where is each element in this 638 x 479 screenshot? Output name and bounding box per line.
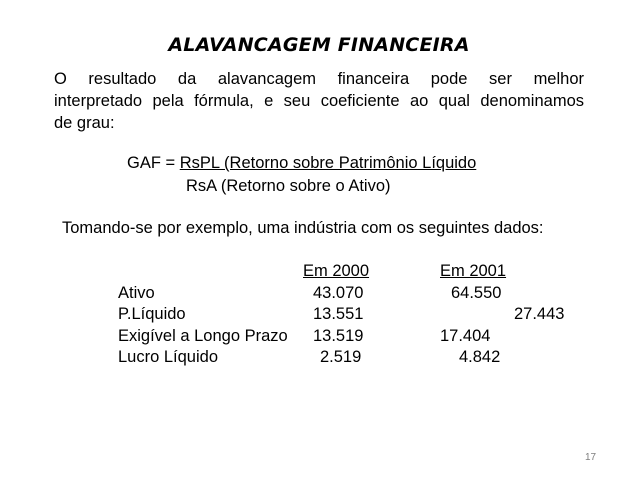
intro-paragraph	[54, 68, 584, 134]
table-row-label: Lucro Líquido	[118, 348, 218, 366]
table-cell-2000: 13.551	[313, 305, 364, 323]
formula-numerator: RsPL (Retorno sobre Patrimônio Líquido	[179, 154, 477, 172]
table-header-2000: Em 2000	[303, 262, 370, 280]
table-row-label: Exigível a Longo Prazo	[118, 327, 288, 345]
table-cell-2001: 64.550	[451, 284, 502, 302]
intro-line: O resultado da alavancagem financeira pode ser melhor	[54, 70, 584, 88]
example-intro: Tomando-se por exemplo, uma indústria com os seguintes dados:	[62, 219, 544, 237]
intro-line: interpretado pela fórmula, e seu coeficiente ao qual denominamos	[54, 92, 584, 110]
slide-title: ALAVANCAGEM FINANCEIRA	[168, 34, 470, 56]
table-cell-2000: 2.519	[320, 348, 362, 366]
formula-denominator: RsA (Retorno sobre o Ativo)	[186, 177, 391, 195]
table-row-label: P.Líquido	[118, 305, 186, 323]
table-cell-2000: 13.519	[313, 327, 364, 345]
page-number: 17	[585, 452, 597, 463]
intro-line: de grau:	[54, 114, 115, 132]
table-row-label: Ativo	[118, 284, 155, 302]
formula-numerator-line	[127, 154, 476, 173]
formula-prefix: GAF =	[127, 154, 180, 172]
table-header-2001: Em 2001	[440, 262, 507, 280]
table-cell-2001: 17.404	[440, 327, 491, 345]
table-cell-2000: 43.070	[313, 284, 364, 302]
table-cell-2001: 4.842	[459, 348, 501, 366]
table-cell-extra: 27.443	[514, 305, 565, 323]
